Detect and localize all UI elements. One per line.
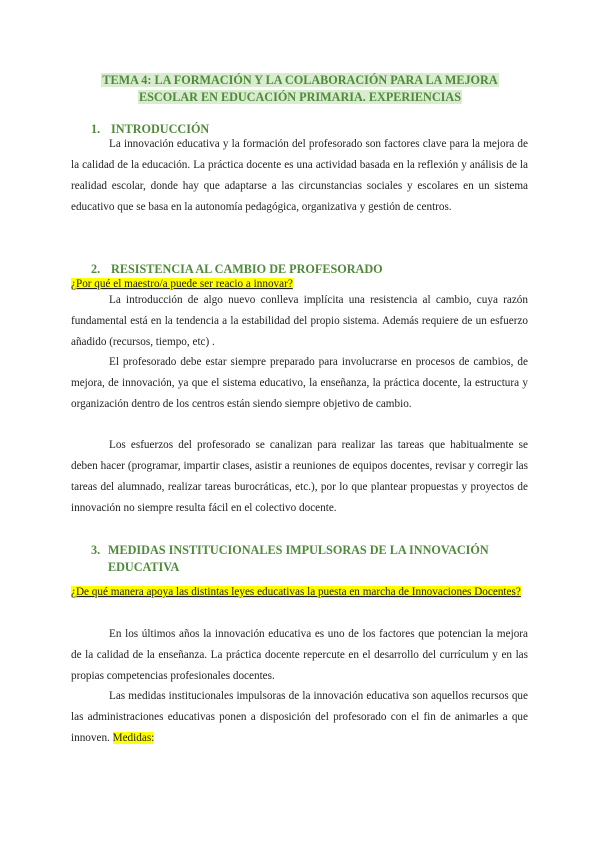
section-title: RESISTENCIA AL CAMBIO DE PROFESORADO [111,262,383,276]
section-title-line-1: MEDIDAS INSTITUCIONALES IMPULSORAS DE LA INNOVACIÓN [108,543,489,557]
title-line-1: TEMA 4: LA FORMACIÓN Y LA COLABORACIÓN PARA LA MEJORA [102,73,498,87]
section-2-paragraph-1: La introducción de algo nuevo conlleva implícita una resistencia al cambio, cuya razón fundamental está en la tendencia a la estabilidad del propio sistema. Además requiere de un esfuerzo añadido (recursos, tiempo, etc) . [71,294,528,348]
medidas-highlight: Medidas: [112,732,155,744]
section-1-paragraph-1: La innovación educativa y la formación del profesorado son factores clave para la mejora de la calidad de la educación. La práctica docente es una actividad basada en la reflexión y análisis de la realidad escolar, donde hay que adaptarse a las circunstancias sociales y escolares en un sistema educativo que se basa en la autonomía pedagógica, organizativa y gestión de centros. [71,138,528,213]
section-2-question: ¿Por qué el maestro/a puede ser reacio a innovar? [71,278,293,290]
section-3-paragraph-2: Las medidas institucionales impulsoras de la innovación educativa son aquellos recursos que las administraciones educativas ponen a disposición del profesorado con el fin de animarles a que innoven. Medidas: [71,690,528,744]
section-number: 2. [91,262,101,276]
section-title-line-2: EDUCATIVA [108,560,180,574]
section-2-paragraph-2: El profesorado debe estar siempre preparado para involucrarse en procesos de cambios, de mejora, de innovación, ya que el sistema educativo, la enseñanza, la práctica docente, la estructura y organización dentro de los centros están siendo siempre objetivo de cambio. [71,356,528,410]
section-title: INTRODUCCIÓN [111,122,210,136]
title-line-2: ESCOLAR EN EDUCACIÓN PRIMARIA. EXPERIENCIAS [139,90,461,104]
section-2-paragraph-3: Los esfuerzos del profesorado se canalizan para realizar las tareas que habitualmente se deben hacer (programar, impartir clases, asistir a reuniones de equipos docentes, revisar y corregir las tareas del alumnado, realizar tareas burocráticas, etc.), por lo que plantear propuestas y proyectos de innovación no siempre resulta fácil en el colectivo docente. [71,439,528,514]
document-title [80,72,520,106]
section-number: 3. [91,543,101,557]
section-number: 1. [91,122,101,136]
section-3-question: ¿De qué manera apoya las distintas leyes educativas la puesta en marcha de Innovaciones Docentes? [71,586,521,598]
section-3-paragraph-1: En los últimos años la innovación educativa es uno de los factores que potencian la mejora de la calidad de la enseñanza. La práctica docente repercute en el desarrollo del currículum y en las propias competencias profesionales docentes. [71,628,528,682]
section-3-heading [91,542,531,576]
